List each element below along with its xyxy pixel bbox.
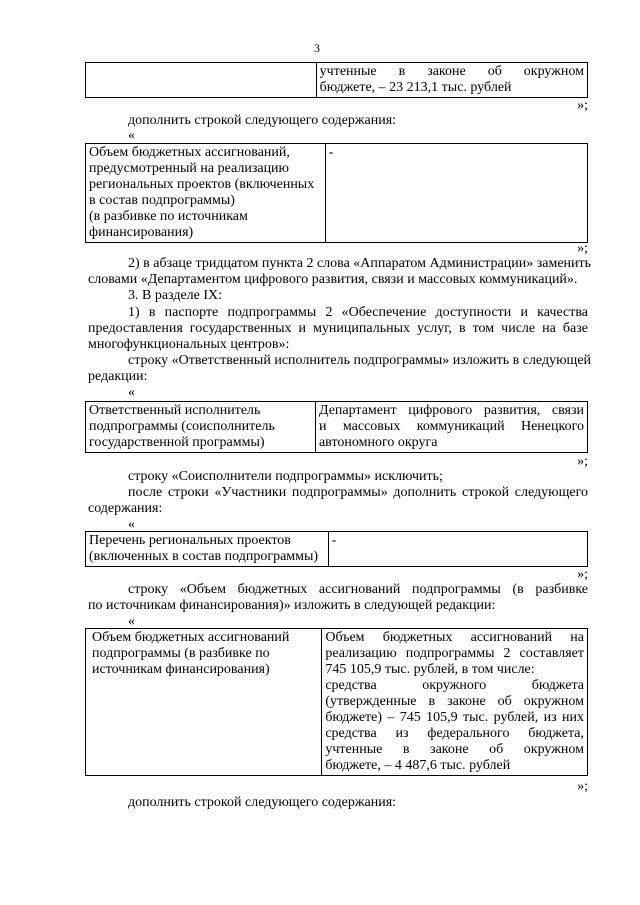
- page-number: 3: [314, 41, 320, 55]
- paragraph: содержания:: [88, 501, 163, 516]
- opening-quote: «: [128, 385, 135, 400]
- table-budget-regional-right-cell: -: [325, 144, 587, 243]
- paragraph: после строки «Участники подпрограммы» дополнить строкой следующего: [128, 485, 588, 500]
- paragraph: 1) в паспорте подпрограммы 2 «Обеспечение доступности и качества: [128, 305, 588, 320]
- paragraph: многофункциональных центров»:: [88, 337, 290, 352]
- table-responsible-executor: [85, 401, 588, 453]
- table-continuation: [85, 62, 588, 98]
- paragraph: редакции:: [88, 369, 148, 384]
- paragraph: по источникам финансирования)» изложить в следующей редакции:: [88, 598, 496, 613]
- paragraph: строку «Соисполнители подпрограммы» исключить;: [128, 469, 443, 484]
- table-budget-regional-left-cell: Объем бюджетных ассигнований, предусмотренный на реализацию региональных проектов (включенных в состав подпрограммы) (в разбивке по источникам финансирования): [86, 144, 326, 243]
- table-continuation-left-cell: [86, 63, 317, 98]
- closing-quote: »;: [577, 98, 588, 113]
- paragraph: 3. В разделе IX:: [128, 288, 223, 303]
- closing-quote: »;: [577, 779, 588, 794]
- table-continuation-line: бюджете, – 23 213,1 тыс. рублей: [319, 80, 512, 95]
- table-budget-regional: [85, 143, 588, 243]
- closing-quote: »;: [577, 241, 588, 256]
- table-budget-allocations-right-cell: Объем бюджетных ассигнований на реализацию подпрограммы 2 составляет 745 105,9 тыс. рублей, в том числе: средства окружного бюджета (утвержденные в законе об окружном бюджете) – 745 105,9 тыс. рублей, из них средства из федерального бюджета, учтенные в законе об окружном бюджете, – 4 487,6 тыс. рублей: [322, 629, 588, 776]
- table-budget-allocations-left-cell: Объем бюджетных ассигнований подпрограммы (в разбивке по источникам финансирования): [86, 629, 322, 776]
- table-responsible-executor-left-cell: Ответственный исполнитель подпрограммы (соисполнитель государственной программы): [86, 402, 316, 453]
- paragraph: строку «Объем бюджетных ассигнований подпрограммы (в разбивке: [128, 582, 588, 597]
- paragraph: словами «Департаментом цифрового развития, связи и массовых коммуникаций».: [88, 272, 578, 287]
- table-regional-projects-right-cell: -: [328, 532, 587, 567]
- table-responsible-executor-right-cell: Департамент цифрового развития, связи и массовых коммуникаций Ненецкого автономного округа: [315, 402, 587, 453]
- opening-quote: «: [128, 517, 135, 532]
- table-regional-projects-left-cell: Перечень региональных проектов (включенных в состав подпрограммы): [86, 532, 329, 567]
- closing-quote: »;: [577, 567, 588, 582]
- paragraph: предоставления государственных и муниципальных услуг, в том числе на базе: [88, 321, 588, 336]
- opening-quote: «: [128, 614, 135, 629]
- table-continuation-right-cell: [316, 63, 587, 98]
- paragraph: дополнить строкой следующего содержания:: [128, 113, 397, 128]
- paragraph: дополнить строкой следующего содержания:: [128, 795, 397, 810]
- table-continuation-line: учтенные в законе об окружном: [319, 64, 584, 79]
- paragraph: 2) в абзаце тридцатом пункта 2 слова «Аппаратом Администрации» заменить: [128, 256, 592, 271]
- table-budget-allocations: [85, 628, 588, 776]
- closing-quote: »;: [577, 454, 588, 469]
- paragraph: строку «Ответственный исполнитель подпрограммы» изложить в следующей: [128, 353, 592, 368]
- table-regional-projects: [85, 531, 588, 567]
- opening-quote: «: [128, 128, 135, 143]
